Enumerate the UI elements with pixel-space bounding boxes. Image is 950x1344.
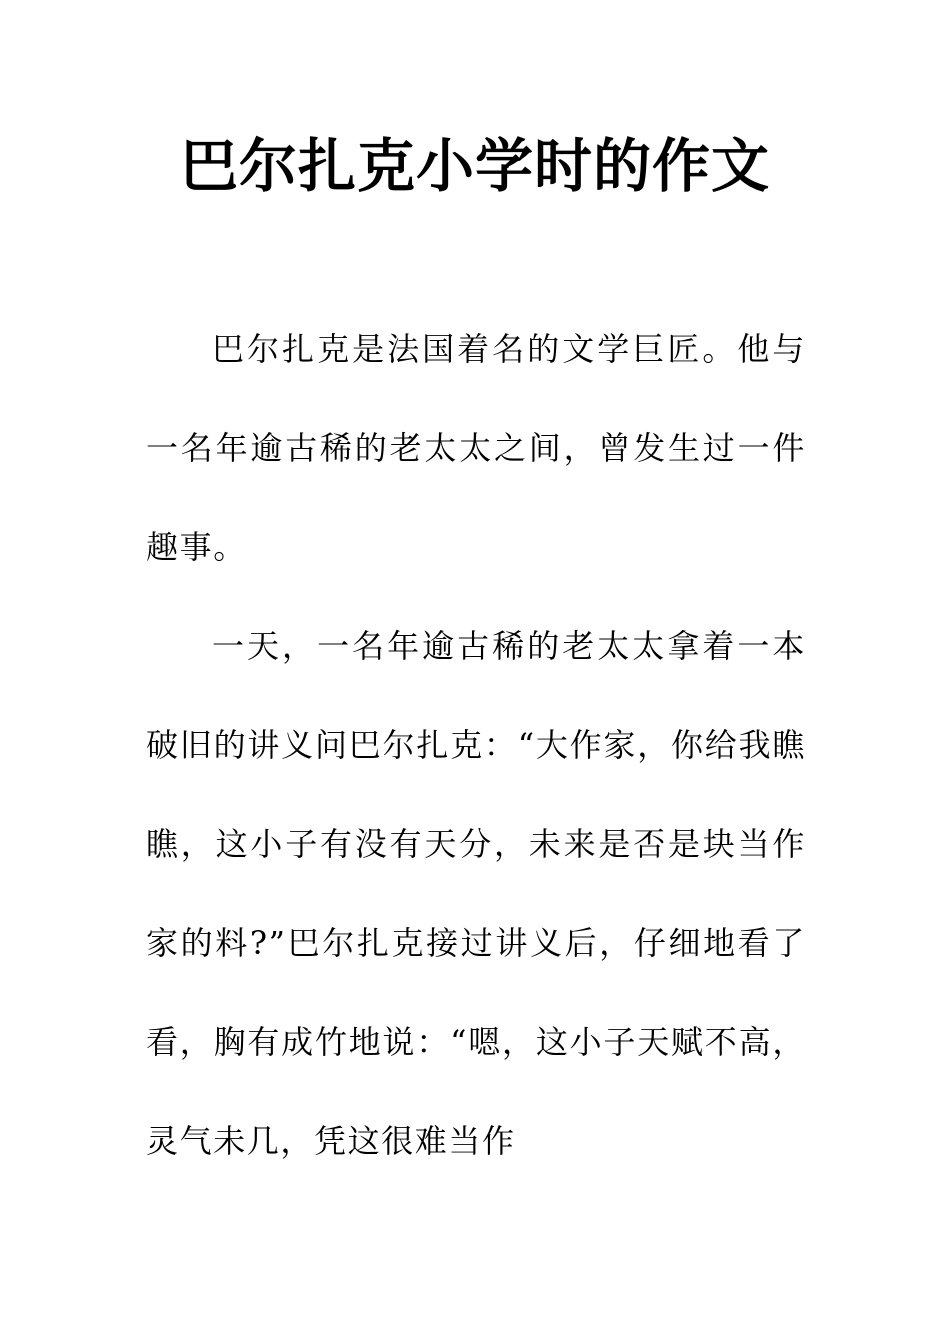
paragraph-1: 巴尔扎克是法国着名的文学巨匠。他与一名年逾古稀的老太太之间，曾发生过一件趣事。 — [146, 330, 806, 566]
document-body — [146, 300, 806, 1191]
page-title: 巴尔扎克小学时的作文 — [179, 132, 770, 200]
paragraph-2: 一天，一名年逾古稀的老太太拿着一本破旧的讲义问巴尔扎克：“大作家，你给我瞧瞧，这小子有没有天分，未来是否是块当作家的料?”巴尔扎克接过讲义后，仔细地看了看，胸有成竹地说：“嗯，这小子天赋不高，灵气未几，凭这很难当作 — [146, 627, 806, 1160]
